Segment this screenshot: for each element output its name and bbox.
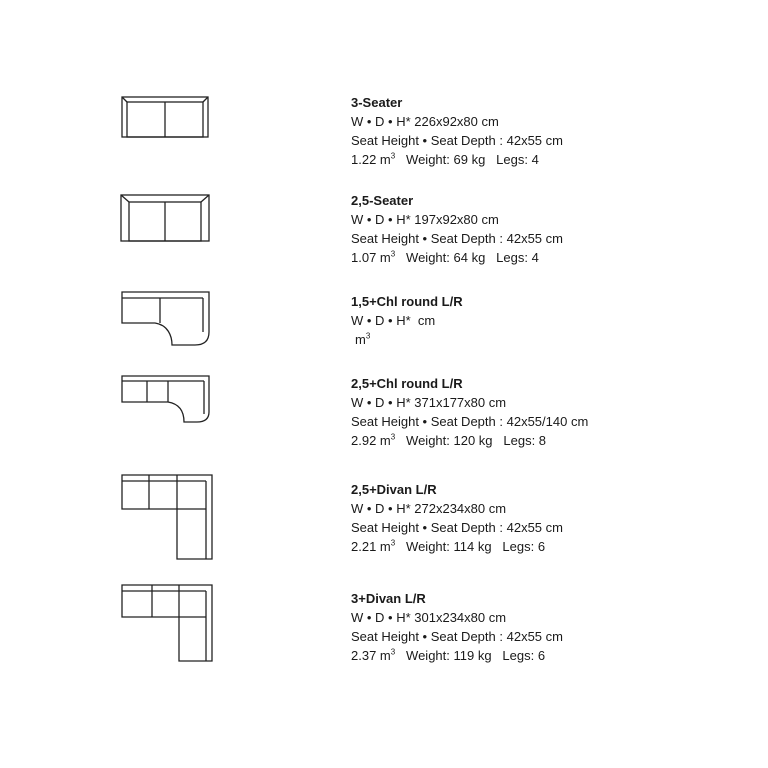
volume-value: 1.07 m — [351, 250, 391, 265]
divan-corner-diagram — [100, 473, 230, 563]
legs-value: Legs: 4 — [496, 152, 539, 167]
legs-value: Legs: 6 — [502, 648, 546, 663]
weight-value: Weight: 69 kg — [406, 152, 486, 167]
weight-value: Weight: 119 kg — [406, 648, 492, 663]
legs-value: Legs: 6 — [502, 539, 546, 554]
dimensions-value: 197x92x80 cm — [414, 212, 499, 227]
divan-corner-wide-diagram — [100, 583, 230, 665]
dimensions-value: 226x92x80 cm — [414, 114, 499, 129]
volume-value: 2.37 m — [351, 648, 391, 663]
seat-label: Seat Height • Seat Depth : — [351, 629, 503, 644]
volume-weight-legs-line — [351, 150, 563, 169]
dimensions-line — [351, 112, 563, 131]
spec-block-two-half-seater — [351, 191, 563, 267]
seat-value: 42x55 cm — [506, 520, 563, 535]
dimensions-label: W • D • H* — [351, 114, 411, 129]
dimensions-value: 301x234x80 cm — [414, 610, 507, 625]
volume-value: m — [355, 332, 366, 347]
volume-line — [351, 330, 463, 349]
volume-weight-legs-line — [351, 646, 563, 665]
volume-unit-sup: 3 — [390, 432, 396, 442]
volume-unit-sup: 3 — [390, 151, 396, 161]
volume-value: 2.92 m — [351, 433, 391, 448]
volume-weight-legs-line — [351, 248, 563, 267]
dimensions-label: W • D • H* — [351, 212, 411, 227]
volume-unit-sup: 3 — [390, 249, 396, 259]
spec-block-chaise-round — [351, 292, 463, 349]
chaise-round-long-diagram — [100, 374, 230, 426]
three-seater-diagram — [100, 95, 230, 140]
seat-label: Seat Height • Seat Depth : — [351, 231, 503, 246]
seat-line — [351, 412, 588, 431]
seat-line — [351, 131, 563, 150]
weight-value: Weight: 64 kg — [406, 250, 486, 265]
volume-weight-legs-line — [351, 431, 588, 450]
two-half-seater-diagram — [100, 193, 230, 245]
dimensions-label: W • D • H* — [351, 610, 411, 625]
chaise-round-diagram — [100, 290, 230, 350]
dimensions-line — [351, 608, 563, 627]
spec-block-divan-wide — [351, 589, 563, 665]
weight-value: Weight: 120 kg — [406, 433, 493, 448]
divan-corner-sofa-wide-outline-icon — [100, 583, 230, 665]
seat-value: 42x55 cm — [506, 133, 563, 148]
volume-unit-sup: 3 — [390, 538, 396, 548]
legs-value: Legs: 8 — [503, 433, 547, 448]
dimensions-line — [351, 311, 463, 330]
seat-value: 42x55 cm — [506, 629, 563, 644]
product-name: 3+Divan L/R — [351, 591, 426, 606]
seat-label: Seat Height • Seat Depth : — [351, 133, 503, 148]
seat-value: 42x55 cm — [506, 231, 563, 246]
divan-corner-sofa-outline-icon — [100, 473, 230, 563]
weight-value: Weight: 114 kg — [406, 539, 492, 554]
seat-value: 42x55/140 cm — [506, 414, 589, 429]
product-name: 3-Seater — [351, 95, 403, 110]
product-name: 1,5+Chl round L/R — [351, 294, 463, 309]
dimensions-value: 272x234x80 cm — [414, 501, 507, 516]
dimensions-value: 371x177x80 cm — [414, 395, 507, 410]
volume-unit-sup: 3 — [390, 647, 396, 657]
dimensions-line — [351, 499, 563, 518]
dimensions-value: cm — [417, 313, 436, 328]
product-name: 2,5+Divan L/R — [351, 482, 437, 497]
dimensions-label: W • D • H* — [351, 395, 411, 410]
legs-value: Legs: 4 — [496, 250, 539, 265]
chaise-round-sofa-outline-icon — [100, 290, 230, 350]
volume-value: 1.22 m — [351, 152, 391, 167]
volume-unit-sup: 3 — [365, 331, 371, 341]
dimensions-line — [351, 210, 563, 229]
spec-block-three-seater — [351, 93, 563, 169]
seat-label: Seat Height • Seat Depth : — [351, 520, 503, 535]
three-seater-sofa-outline-icon — [100, 95, 230, 140]
seat-line — [351, 229, 563, 248]
seat-line — [351, 518, 563, 537]
product-name: 2,5-Seater — [351, 193, 414, 208]
spec-block-divan — [351, 480, 563, 556]
dimensions-label: W • D • H* — [351, 501, 411, 516]
dimensions-line — [351, 393, 588, 412]
spec-block-chaise-round-long — [351, 374, 588, 450]
volume-value: 2.21 m — [351, 539, 391, 554]
dimensions-label: W • D • H* — [351, 313, 411, 328]
seat-label: Seat Height • Seat Depth : — [351, 414, 503, 429]
chaise-round-sofa-long-outline-icon — [100, 374, 230, 426]
product-name: 2,5+Chl round L/R — [351, 376, 463, 391]
seat-line — [351, 627, 563, 646]
volume-weight-legs-line — [351, 537, 563, 556]
two-and-half-seater-sofa-outline-icon — [100, 193, 230, 245]
